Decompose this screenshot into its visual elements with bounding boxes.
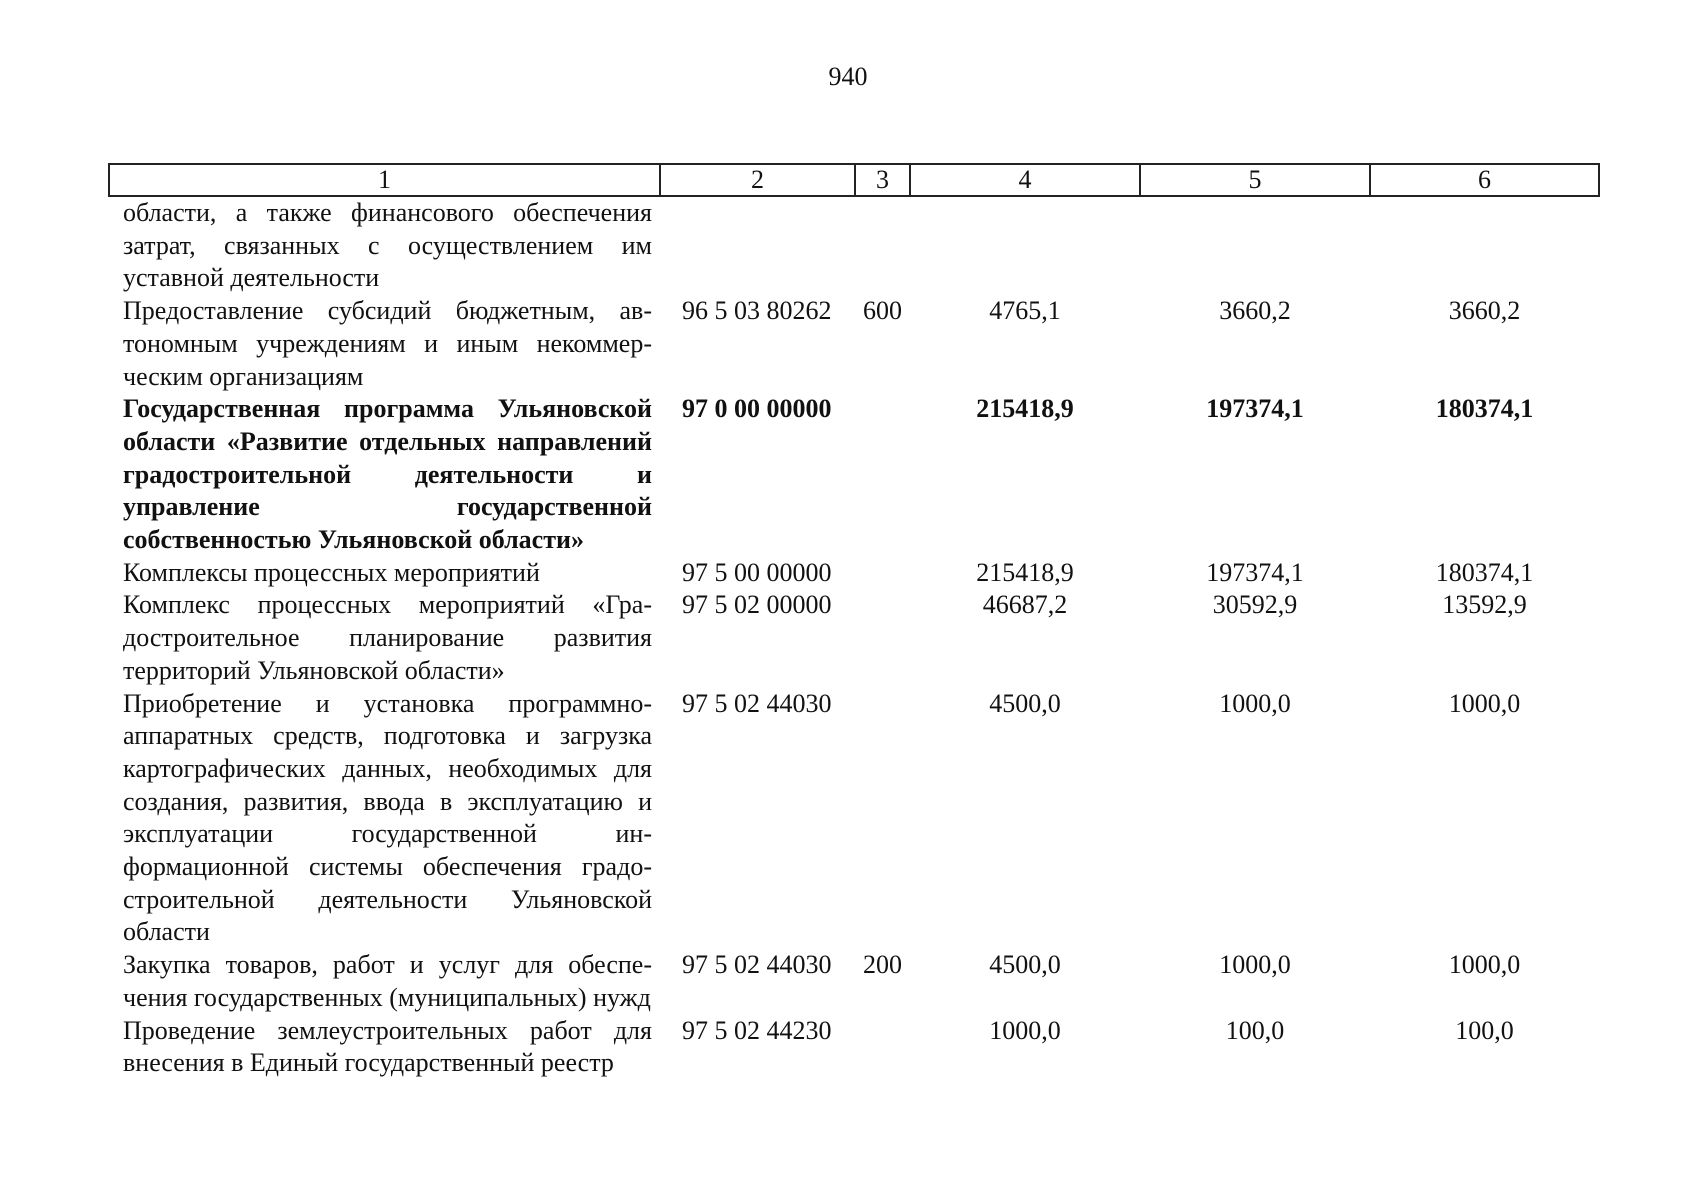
amount-col4-cell: 1000,0	[989, 1015, 1061, 1045]
amount-col5-cell: 1000,0	[1219, 950, 1291, 980]
header-row	[109, 164, 1599, 196]
amount-col4-cell: 215418,9	[976, 557, 1074, 587]
row-name-cell: области, а также финансового обеспечения затрат, связанных с осуществлением им уставной деятельности	[123, 198, 652, 293]
budget-table	[108, 163, 1600, 1080]
row-name-cell: Предоставление субсидий бюджетным, автономным учреждениям и иным некоммерческим организациям	[123, 296, 652, 391]
amount-col6-cell: 1000,0	[1448, 688, 1521, 718]
amount-col4-cell	[910, 196, 1140, 295]
row-name-cell: Закупка товаров, работ и услуг для обеспечения государственных (муниципальных) нужд	[123, 950, 652, 1012]
row-name-cell: Государственная программа Ульяновской области «Развитие отдельных направлений градостроительной деятельности и управление государственной собственностью Ульяновской области»	[123, 394, 652, 555]
page-number: 940	[828, 62, 868, 91]
amount-col4-cell: 46687,2	[982, 590, 1068, 620]
column-header-5: 5	[1140, 164, 1370, 196]
column-header-3: 3	[855, 164, 910, 196]
table-row	[109, 557, 1599, 590]
table-row	[109, 688, 1599, 950]
column-header-4: 4	[910, 164, 1140, 196]
amount-col4-cell: 215418,9	[976, 394, 1074, 424]
table-row	[109, 589, 1599, 687]
amount-col4-cell: 4765,1	[989, 296, 1061, 326]
expense-type-cell: 600	[863, 296, 902, 326]
amount-col5-cell: 30592,9	[1212, 590, 1298, 620]
expense-type-cell	[855, 1015, 910, 1080]
table-row	[109, 196, 1599, 295]
table-header	[109, 164, 1599, 196]
target-code-cell: 96 5 03 80262	[682, 296, 832, 326]
amount-col6-cell	[1370, 196, 1599, 295]
column-header-1: 1	[109, 164, 660, 196]
expense-type-cell	[855, 196, 910, 295]
amount-col6-cell: 3660,2	[1448, 296, 1521, 326]
expense-type-cell	[855, 393, 910, 557]
amount-col5-cell: 1000,0	[1219, 688, 1291, 718]
target-code-cell: 97 5 02 44230	[682, 1015, 832, 1045]
expense-type-cell: 200	[863, 950, 902, 980]
amount-col5-cell: 3660,2	[1219, 296, 1291, 326]
row-name-cell: Комплекс процессных мероприятий «Градостроительное планирование развития территорий Ульяновской области»	[123, 590, 652, 685]
amount-col6-cell: 100,0	[1455, 1015, 1514, 1045]
amount-col4-cell: 4500,0	[989, 688, 1061, 718]
amount-col4-cell: 4500,0	[989, 950, 1061, 980]
row-name-cell: Комплексы процессных мероприятий	[123, 557, 540, 587]
target-code-cell: 97 0 00 00000	[682, 394, 832, 424]
expense-type-cell	[855, 557, 910, 590]
target-code-cell: 97 5 00 00000	[682, 557, 832, 587]
amount-col5-cell: 197374,1	[1206, 557, 1304, 587]
amount-col6-cell: 180374,1	[1435, 557, 1534, 587]
row-name-cell: Приобретение и установка программно-аппаратных средств, подготовка и загрузка картографических данных, необходимых для создания, развития, ввода в эксплуатацию и эксплуатации государственной информационной системы обеспечения градостроительной деятельности Ульяновской области	[123, 688, 652, 947]
column-header-2: 2	[660, 164, 855, 196]
column-header-6: 6	[1370, 164, 1599, 196]
table-body	[109, 196, 1599, 1080]
table-row	[109, 1015, 1599, 1080]
target-code-cell: 97 5 02 00000	[682, 590, 832, 620]
amount-col5-cell: 100,0	[1225, 1015, 1285, 1045]
amount-col6-cell: 180374,1	[1435, 394, 1534, 424]
amount-col6-cell: 13592,9	[1442, 590, 1527, 620]
expense-type-cell	[855, 589, 910, 687]
table-row	[109, 949, 1599, 1014]
table-row	[109, 393, 1599, 557]
target-code-cell	[660, 196, 855, 295]
expense-type-cell	[855, 688, 910, 950]
target-code-cell: 97 5 02 44030	[682, 688, 832, 718]
target-code-cell: 97 5 02 44030	[682, 950, 832, 980]
row-name-cell: Проведение землеустроительных работ для внесения в Единый государственный реестр	[123, 1015, 652, 1078]
amount-col6-cell: 1000,0	[1448, 950, 1521, 980]
amount-col5-cell: 197374,1	[1206, 394, 1304, 424]
amount-col5-cell	[1140, 196, 1370, 295]
table-row	[109, 295, 1599, 393]
